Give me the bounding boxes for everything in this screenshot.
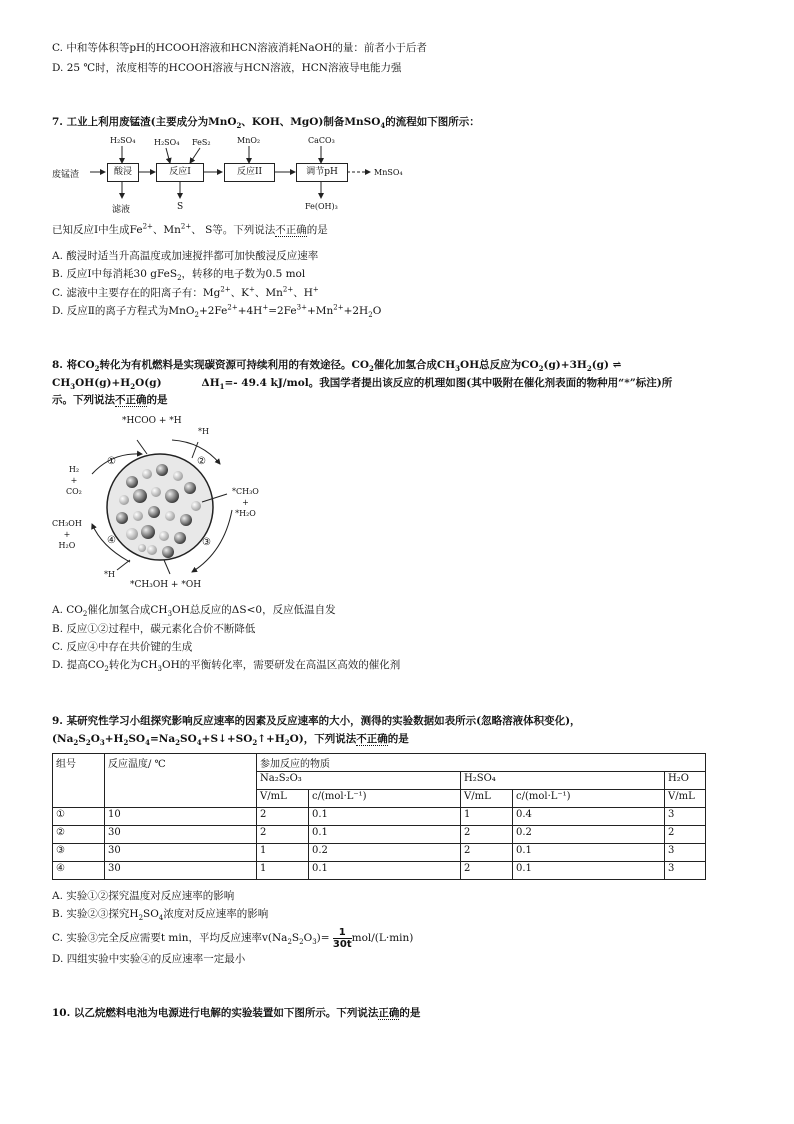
cell-group: ④ (53, 862, 105, 880)
header-volume: V/mL (461, 790, 513, 808)
label-hcoo-h: *HCOO + *H (122, 416, 182, 426)
header-temperature: 反应温度/ ℃ (105, 754, 257, 808)
flow-step-acid-leach: 酸浸 (107, 163, 139, 182)
table-row (53, 808, 706, 826)
question-7-stem: 7. 工业上利用废锰渣(主要成分为MnO$_2$、KOH、MgO)制备MnSO$_4$的流程如下图所示： (52, 116, 480, 131)
q7-option-c: C. 滤液中主要存在的阳离子有：$Mg^{2+}$、K+、$Mn^{2+}$、H+ (52, 285, 319, 299)
q8-option-d: D. 提高$CO_2$转化为$CH_3OH$的平衡转化率，需要研发在高温区高效的催化剂 (52, 659, 401, 674)
cell-group: ① (53, 808, 105, 826)
question-8-stem-3: 示。下列说法不正确的是 (52, 394, 168, 406)
cell-value: 0.1 (513, 862, 665, 880)
cell-value: 3 (665, 808, 706, 826)
question-7-known: 已知反应Ⅰ中生成$Fe^{2+}$、$Mn^{2+}$、 S等。下列说法不正确的是 (52, 222, 328, 236)
flow-step2-input-1: H₂SO₄ (154, 138, 180, 147)
label-h-top: *H (198, 427, 209, 436)
header-h2so4: H₂SO₄ (461, 772, 665, 790)
table-row (53, 862, 706, 880)
header-concentration: c/(mol·L⁻¹) (513, 790, 665, 808)
flow-step-reaction-2: 反应II (224, 163, 275, 182)
q7-option-a: A. 酸浸时适当升高温度或加速搅拌都可加快酸浸反应速率 (52, 250, 319, 262)
cell-value: 2 (257, 826, 309, 844)
flow-step3-input: MnO₂ (237, 136, 261, 145)
cell-temp: 30 (105, 862, 257, 880)
cell-value: 2 (461, 844, 513, 862)
question-10-stem: 10. 以乙烷燃料电池为电源进行电解的实验装置如下图所示。下列说法正确的是 (52, 1007, 421, 1019)
cell-group: ③ (53, 844, 105, 862)
cell-value: 3 (665, 844, 706, 862)
header-volume: V/mL (665, 790, 706, 808)
cell-value: 1 (257, 862, 309, 880)
label-reactants: H₂ + CO₂ (66, 465, 82, 496)
header-h2o: H₂O (665, 772, 706, 790)
label-products: CH₃OH + H₂O (52, 519, 82, 550)
option-d: D. 25 ℃时，浓度相等的HCOOH溶液与HCN溶液，HCN溶液导电能力强 (52, 62, 402, 74)
question-9-stem-1: 9. 某研究性学习小组探究影响反应速率的因素及反应速率的大小，测得的实验数据如表所示(忽略溶液体积变化)， (52, 715, 581, 727)
header-concentration: c/(mol·L⁻¹) (309, 790, 461, 808)
header-reactants: 参加反应的物质 (257, 754, 706, 772)
step-2-label: ② (197, 456, 206, 467)
cell-temp: 10 (105, 808, 257, 826)
q9-option-d: D. 四组实验中实验④的反应速率一定最小 (52, 953, 246, 965)
flow-step1-input: H₂SO₄ (110, 136, 136, 145)
q9-option-b: B. 实验②③探究$H_2SO_4$浓度对反应速率的影响 (52, 908, 269, 923)
q9-option-c: C. 实验③完全反应需要t min，平均反应速率$v(Na_2S_2O_3)=$ $\frac{1}{30t}$ mol/(L·min) (52, 926, 414, 950)
cell-value: 2 (461, 862, 513, 880)
table-row (53, 844, 706, 862)
label-ch3oh-oh: *CH₃OH + *OH (130, 580, 202, 590)
flow-step2-input-2: FeS₂ (192, 138, 211, 147)
mechanism-diagram (52, 412, 272, 597)
flow-step-adjust-ph: 调节pH (296, 163, 348, 182)
flow-step4-input: CaCO₃ (308, 136, 335, 145)
cell-value: 0.1 (309, 808, 461, 826)
question-9-stem-2: $(Na_2S_2O_3+H_2SO_4=Na_2SO_4+S↓+SO_2↑+H_2O)$，下列说法不正确的是 (52, 733, 409, 748)
cell-value: 0.4 (513, 808, 665, 826)
rate-fraction: $\frac{1}{30t}$ (332, 926, 352, 950)
q8-option-a: A. $CO_2$催化加氢合成$CH_3OH$总反应的ΔS<0，反应低温自发 (52, 604, 336, 619)
cell-value: 0.1 (309, 862, 461, 880)
step-3-label: ③ (202, 537, 211, 548)
cell-temp: 30 (105, 826, 257, 844)
header-volume: V/mL (257, 790, 309, 808)
q8-option-c: C. 反应④中存在共价键的生成 (52, 641, 193, 653)
flow-end: MnSO₄ (374, 168, 403, 177)
step-1-label: ① (107, 456, 116, 467)
q7-option-d: D. 反应Ⅱ的离子方程式为$MnO_2+2Fe^{2+}+4H^+=2Fe^{3+}+Mn^{2+}+2H_2O$ (52, 303, 382, 320)
cell-value: 0.1 (309, 826, 461, 844)
cell-temp: 30 (105, 844, 257, 862)
cell-value: 2 (257, 808, 309, 826)
q8-option-b: B. 反应①②过程中，碳元素化合价不断降低 (52, 623, 256, 635)
table-row (53, 826, 706, 844)
flow-step-reaction-1: 反应I (156, 163, 204, 182)
experiment-table (52, 753, 706, 880)
cell-value: 1 (461, 808, 513, 826)
header-group: 组号 (53, 754, 105, 808)
label-h-bottom: *H (104, 570, 115, 579)
cell-value: 2 (665, 826, 706, 844)
cell-value: 2 (461, 826, 513, 844)
cell-value: 3 (665, 862, 706, 880)
cell-group: ② (53, 826, 105, 844)
q9-option-a: A. 实验①②探究温度对反应速率的影响 (52, 890, 235, 902)
flow-start: 废锰渣 (52, 170, 80, 180)
question-8-stem-2: $CH_3OH(g)+H_2O(g)$ $\Delta H_1=-$ 49.4 kJ/mol。我国学者提出该反应的机理如图(其中吸附在催化剂表面的物种用“*”标注)所 (52, 377, 673, 392)
option-c: C. 中和等体积等pH的HCOOH溶液和HCN溶液消耗NaOH的量：前者小于后者 (52, 42, 427, 54)
label-ch3o-h2o: *CH₃O + *H₂O (232, 487, 259, 518)
q7-option-b: B. 反应Ⅰ中每消耗30 gFeS$_2$，转移的电子数为0.5 mol (52, 268, 306, 283)
step-4-label: ④ (107, 535, 116, 546)
process-flow-diagram (52, 130, 412, 220)
question-8-stem-1: 8. 将$CO_2$转化为有机燃料是实现碳资源可持续利用的有效途径。$CO_2$催化加氢合成$CH_3OH$总反应为$CO_2(g)+3H_2(g)$ ⇌ (52, 359, 622, 374)
cell-value: 0.1 (513, 844, 665, 862)
flow-step2-output: S (177, 202, 184, 212)
cell-value: 0.2 (309, 844, 461, 862)
flow-step1-output: 滤液 (112, 205, 131, 215)
cell-value: 1 (257, 844, 309, 862)
flow-step4-output: Fe(OH)₃ (305, 202, 338, 211)
cell-value: 0.2 (513, 826, 665, 844)
header-na2s2o3: Na₂S₂O₃ (257, 772, 461, 790)
